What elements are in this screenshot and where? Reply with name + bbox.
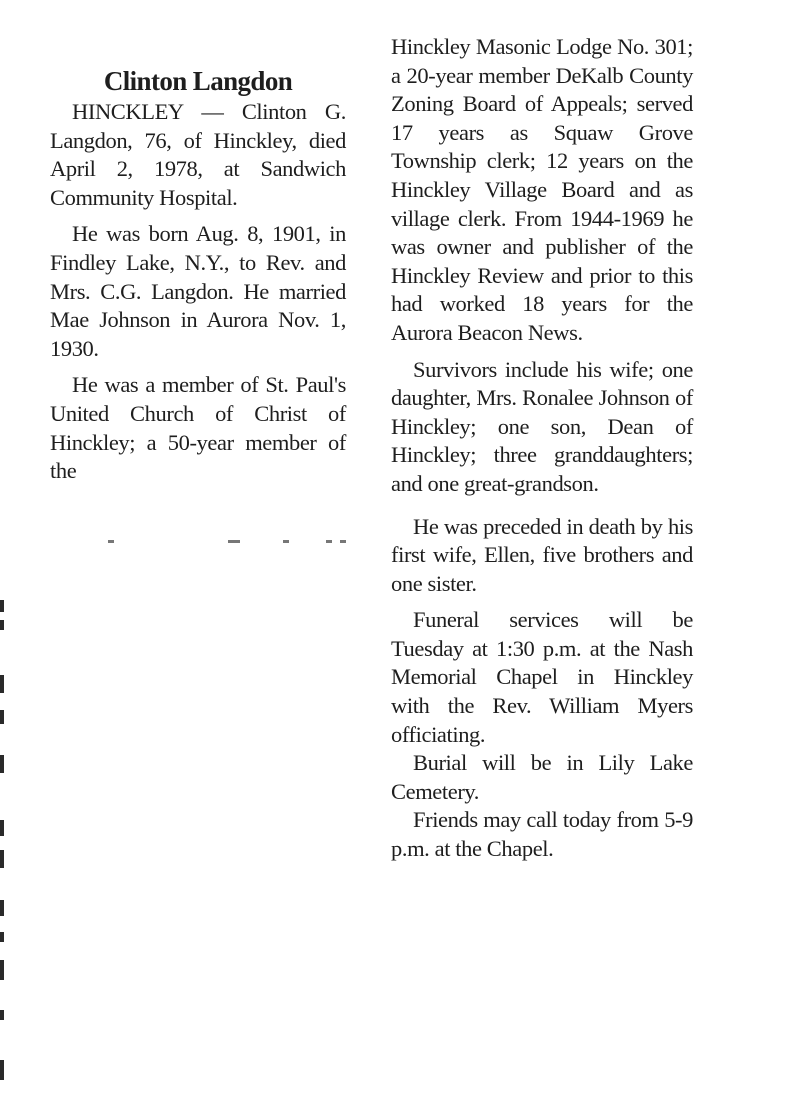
paragraph-survivors: Survivors include his wife; one daughter, Mrs. Ronalee Johnson of Hinckley; one son, Dean of Hinckley; three granddaughters; and one great-grandson.: [391, 356, 693, 496]
paragraph-memberships: He was a member of St. Paul's United Church of Christ of Hinckley; a 50-year member of the: [50, 372, 346, 484]
paragraph-birth-marriage: He was born Aug. 8, 1901, in Findley Lake, N.Y., to Rev. and Mrs. C.G. Langdon. He married Mae Johnson in Aurora Nov. 1, 1930.: [50, 221, 346, 361]
paragraph-visitation: Friends may call today from 5-9 p.m. at the Chapel.: [391, 807, 693, 862]
paragraph-funeral: Funeral services will be Tuesday at 1:30 p.m. at the Nash Memorial Chapel in Hinckley with the Rev. William Myers officiating.: [391, 607, 693, 747]
adjacent-column-edge: [0, 540, 6, 1093]
paragraph-memberships-continued: Hinckley Masonic Lodge No. 301; a 20-year member DeKalb County Zoning Board of Appeals; served 17 years as Squaw Grove Township clerk; 12 years on the Hinckley Village Board and as village clerk. From 1944-1969 he was owner and publisher of the Hinckley Review and prior to this had worked 18 years for the Aurora Beacon News.: [391, 34, 693, 345]
paragraph-burial: Burial will be in Lily Lake Cemetery.: [391, 750, 693, 804]
right-column: [391, 33, 693, 864]
obituary-title: Clinton Langdon: [103, 66, 293, 96]
paragraph-death-notice: HINCKLEY — Clinton G. Langdon, 76, of Hinckley, died April 2, 1978, at Sandwich Community Hospital.: [50, 99, 346, 210]
left-column: [50, 66, 346, 486]
clipped-text-fragment: [68, 540, 348, 546]
paragraph-preceded: He was preceded in death by his first wife, Ellen, five brothers and one sister.: [391, 513, 693, 596]
